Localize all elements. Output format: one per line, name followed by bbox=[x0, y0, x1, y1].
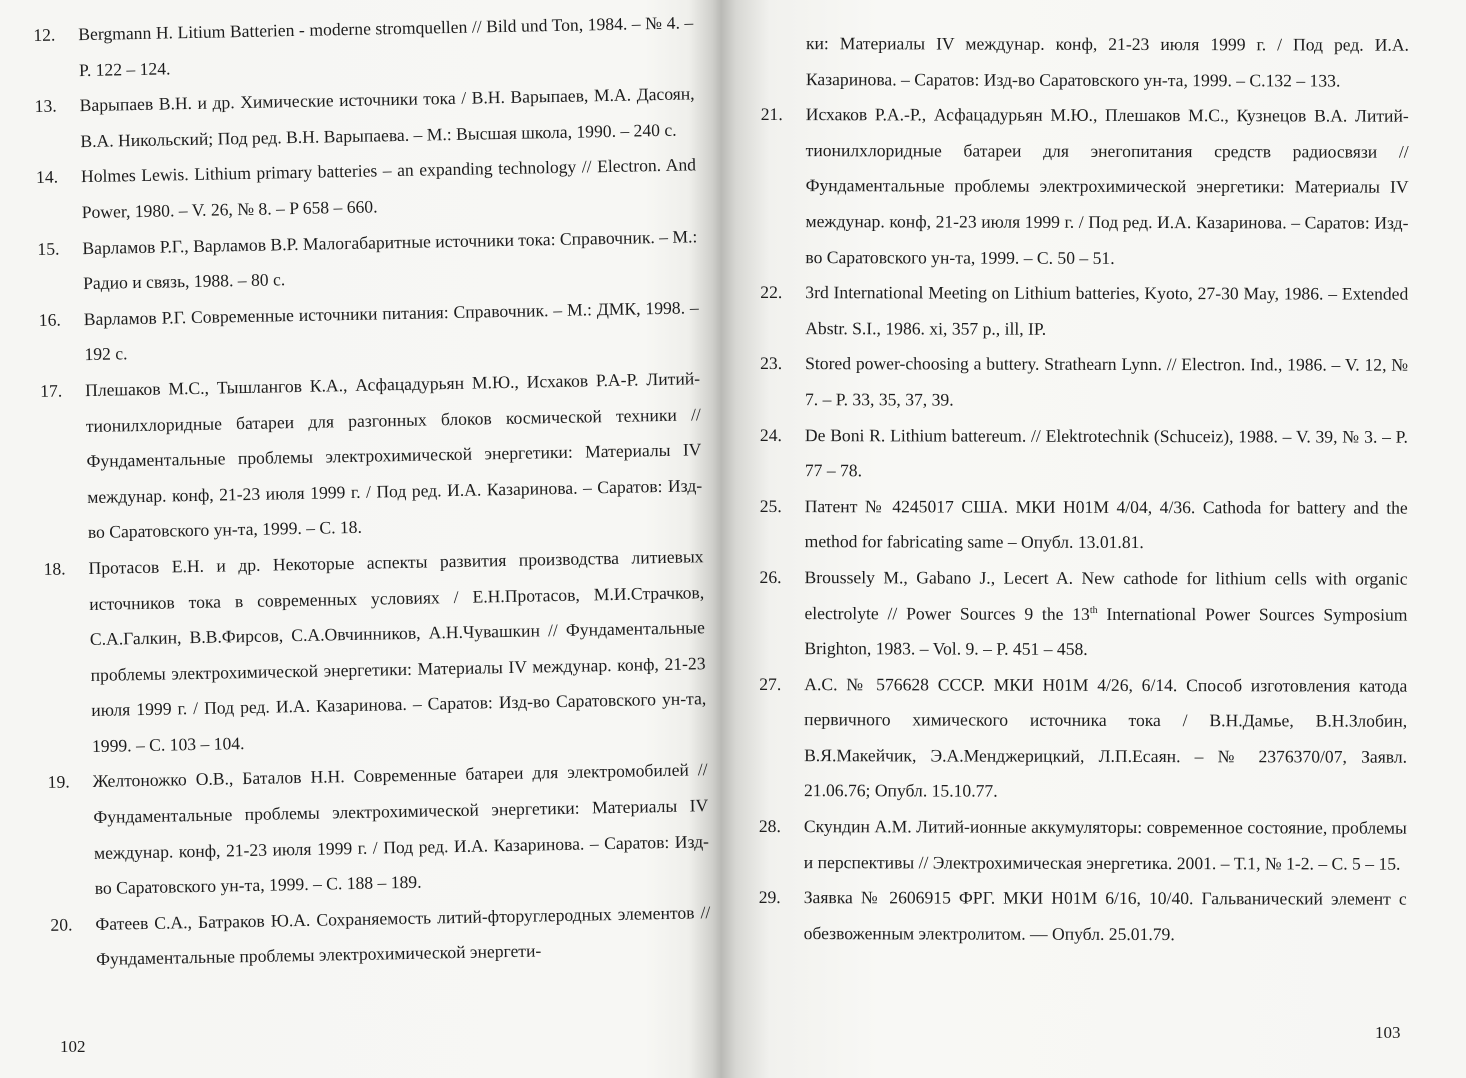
reference-20-continuation: ки: Материалы IV междунар. конф, 21-23 июля 1999 г. / Под ред. И.А. Казаринова. – Саратов: Изд-во Саратовского ун-та, 1999. – С.132 – 133. bbox=[805, 33, 1409, 91]
reference-16: 16. Варламов Р.Г. Современные источники питания: Справочник. – М.: ДМК, 1998. – 192 с. bbox=[38, 297, 699, 365]
reference-17: 17. Плешаков М.С., Тышлангов К.А., Асфацадурьян М.Ю., Исхаков Р.А-Р. Литий-тионилхлоридные батареи для разгонных блоков космической техники // Фундаментальные проблемы электрохимической энергетики: Материалы IV междунар. конф, 21-23 июля 1999 г. / Под ред. И.А. Казаринова. – Саратов: Изд-во Саратовского ун-та, 1999. – С. 18. bbox=[39, 368, 703, 543]
reference-list-left bbox=[33, 5, 711, 979]
reference-27: 27. А.С. № 576628 СССР. МКИ H01M 4/26, 6/14. Способ изготовления катода первичного химического источника тока / В.Н.Дамье, В.Н.Злобин, В.Я.Макейчик, Э.А.Менджерицкий, Л.П.Есаян. – № 2376370/07, Заявл. 21.06.76; Опубл. 15.10.77. bbox=[759, 673, 1408, 802]
reference-25: 25. Патент № 4245017 США. МКИ H01M 4/04, 4/36. Cathoda for battery and the method for fabricating same – Опубл. 13.01.81. bbox=[759, 495, 1408, 553]
reference-21: 21. Исхаков Р.А.-Р., Асфацадурьян М.Ю., Плешаков М.С., Кузнецов В.А. Литий-тионилхлоридные батареи для энегопитания средств радиосвязи // Фундаментальные проблемы электрохимической энергетики: Материалы IV междунар. конф, 21-23 июля 1999 г. / Под ред. И.А. Казаринова. – Саратов: Изд-во Саратовского ун-та, 1999. – С. 50 – 51. bbox=[760, 104, 1409, 268]
reference-28: 28. Скундин А.М. Литий-ионные аккумуляторы: современное состояние, проблемы и перспективы // Электрохимическая энергетика. 2001. – Т.1, № 1-2. – С. 5 – 15. bbox=[758, 816, 1407, 874]
reference-24: 24. De Boni R. Lithium battereum. // Elektrotechnik (Schuceiz), 1988. – V. 39, № 3. – P. 77 – 78. bbox=[759, 424, 1408, 481]
reference-12: 12. Bergmann H. Litium Batterien - moderne stromquellen // Bild und Ton, 1984. – № 4. – P. 122 – 124. bbox=[33, 12, 694, 80]
reference-26: 26. Broussely M., Gabano J., Lecert A. New cathode for lithium cells with organic electrolyte // Power Sources 9 the 13th International Power Sources Symposium Brighton, 1983. – Vol. 9. – P. 451 – 458. bbox=[759, 566, 1408, 659]
reference-18: 18. Протасов Е.Н. и др. Некоторые аспекты развития производства литиевых источников тока в современных условиях / Е.Н.Протасов, М.И.Страчков, С.А.Галкин, В.В.Фирсов, С.А.Овчинников, А.Н.Чувашкин // Фундаментальные проблемы электрохимической энергетики: Материалы IV междунар. конф, 21-23 июля 1999 г. / Под ред. И.А. Казаринова. – Саратов: Изд-во Саратовского ун-та, 1999. – С. 103 – 104. bbox=[43, 546, 707, 756]
reference-14: 14. Holmes Lewis. Lithium primary batteries – an expanding technology // Electron. And Power, 1980. – V. 26, № 8. – P 658 – 660. bbox=[35, 154, 697, 223]
reference-13: 13. Варыпаев В.Н. и др. Химические источники тока / В.Н. Варыпаев, М.А. Дасоян, В.А. Никольский; Под ред. В.Н. Варыпаева. – М.: Высшая школа, 1990. – 240 с. bbox=[34, 83, 695, 151]
reference-29: 29. Заявка № 2606915 ФРГ. МКИ H01M 6/16, 10/40. Гальванический элемент с обезвоженным электролитом. — Опубл. 25.01.79. bbox=[758, 887, 1407, 944]
page-number-left: 102 bbox=[60, 1037, 86, 1056]
reference-20: 20. Фатеев С.А., Батраков Ю.А. Сохраняемость литий-фторуглеродных элементов // Фундаментальные проблемы электрохимической энергети- bbox=[50, 902, 711, 970]
reference-23: 23. Stored power-choosing a buttery. Strathearn Lynn. // Electron. Ind., 1986. – V. 12, № 7. – P. 33, 35, 37, 39. bbox=[760, 353, 1409, 410]
reference-15: 15. Варламов Р.Г., Варламов В.Р. Малогабаритные источники тока: Справочник. – М.: Радио и связь, 1988. – 80 с. bbox=[37, 225, 698, 294]
reference-list-right bbox=[759, 26, 1409, 953]
reference-19: 19. Желтоножко О.В., Баталов Н.Н. Современные батареи для электромобилей // Фундаментальные проблемы электрохимической энергетики: Материалы IV междунар. конф, 21-23 июля 1999 г. / Под ред. И.А. Казаринова. – Саратов: Изд-во Саратовского ун-та, 1999. – С. 188 – 189. bbox=[47, 759, 710, 899]
right-page bbox=[733, 0, 1466, 1078]
page-number-right: 103 bbox=[1375, 1023, 1401, 1042]
reference-22: 22. 3rd International Meeting on Lithium batteries, Kyoto, 27-30 May, 1986. – Extended Abstr. S.I., 1986. xi, 357 p., ill, IP. bbox=[760, 282, 1409, 339]
